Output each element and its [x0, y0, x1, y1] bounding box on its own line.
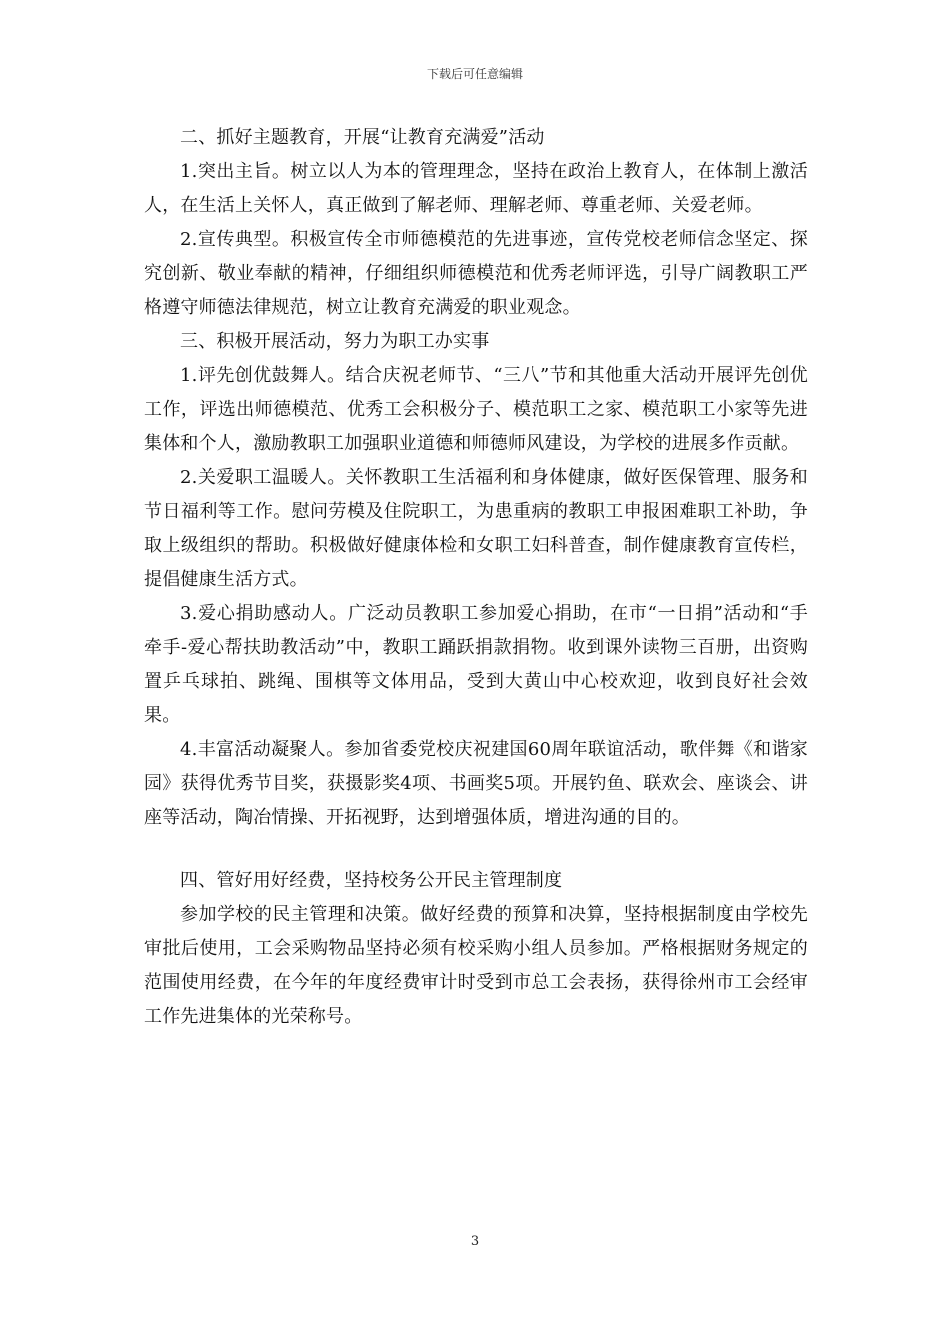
- section-3-heading: 三、积极开展活动，努力为职工办实事: [180, 331, 490, 352]
- section-4-heading: 四、管好用好经费，坚持校务公开民主管理制度: [180, 870, 563, 891]
- section-spacer: [144, 835, 808, 864]
- section-3-paragraph-3: 3.爱心捐助感动人。广泛动员教职工参加爱心捐助，在市“一日捐”活动和“手牵手-爱心帮扶助教活动”中，教职工踊跃捐款捐物。收到课外读物三百册，出资购置乒乓球拍、跳绳、围棋等文体用品，受到大黄山中心校欢迎，收到良好社会效果。: [144, 603, 808, 726]
- section-3-paragraph-4: 4.丰富活动凝聚人。参加省委党校庆祝建国60周年联谊活动，歌伴舞《和谐家园》获得优秀节目奖，获摄影奖4项、书画奖5项。开展钓鱼、联欢会、座谈会、讲座等活动，陶冶情操、开拓视野，达到增强体质，增进沟通的目的。: [144, 739, 808, 828]
- section-3-paragraph-2: 2.关爱职工温暖人。关怀教职工生活福利和身体健康，做好医保管理、服务和节日福利等工作。慰问劳模及住院职工，为患重病的教职工申报困难职工补助，争取上级组织的帮助。积极做好健康体检和女职工妇科普查，制作健康教育宣传栏，提倡健康生活方式。: [144, 467, 808, 590]
- section-2-paragraph-1: 1.突出主旨。树立以人为本的管理理念，坚持在政治上教育人，在体制上激活人，在生活上关怀人，真正做到了解老师、理解老师、尊重老师、关爱老师。: [144, 161, 808, 216]
- page-header: 下载后可任意编辑: [426, 67, 523, 81]
- section-3-paragraph-1: 1.评先创优鼓舞人。结合庆祝老师节、“三八”节和其他重大活动开展评先创优工作，评选出师德模范、优秀工会积极分子、模范职工之家、模范职工小家等先进集体和个人，激励教职工加强职业道德和师德师风建设，为学校的进展多作贡献。: [144, 365, 808, 454]
- section-2-paragraph-2: 2.宣传典型。积极宣传全市师德模范的先进事迹，宣传党校老师信念坚定、探究创新、敬业奉献的精神，仔细组织师德模范和优秀老师评选，引导广阔教职工严格遵守师德法律规范，树立让教育充满爱的职业观念。: [144, 229, 808, 318]
- page-number: 3: [470, 1234, 480, 1249]
- document-body: [144, 121, 808, 1034]
- section-4-paragraph-1: 参加学校的民主管理和决策。做好经费的预算和决算，坚持根据制度由学校先审批后使用，工会采购物品坚持必须有校采购小组人员参加。严格根据财务规定的范围使用经费，在今年的年度经费审计时受到市总工会表扬，获得徐州市工会经审工作先进集体的光荣称号。: [144, 904, 808, 1027]
- section-2-heading: 二、抓好主题教育，开展“让教育充满爱”活动: [180, 127, 545, 148]
